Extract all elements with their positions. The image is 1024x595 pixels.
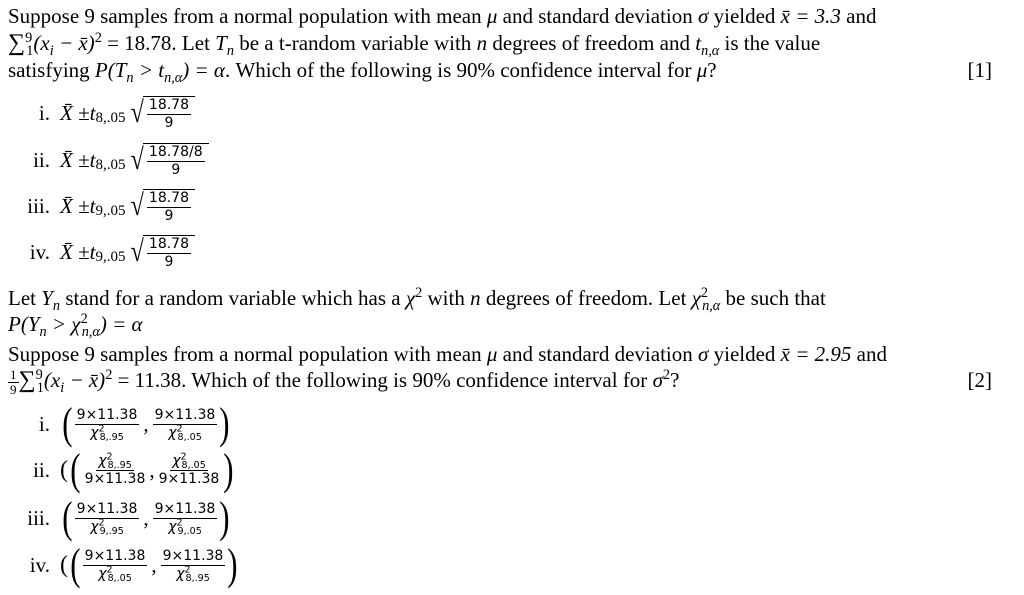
sqrt-symbol: √ $\frac{18.78}{9}$: [129, 235, 195, 270]
q1-marks: [1]: [967, 58, 992, 82]
q2-option-iv: iv. ( ( $\frac{9\times 11.38}{\chi^2_{8,.05}}$ , $\frac{9\times 11.38}{\chi^2_{8,.95}}$ ): [29, 540, 238, 589]
sqrt-symbol: √ $\frac{18.78/8}{9}$: [129, 143, 208, 178]
chi-definition-line-1: Let $Y_n$ stand for a random variable which has a $\chi^2$ with n degrees of freedom. Let $\chi^2_{n,\alpha}$ be such that: [8, 285, 826, 315]
q1-line-1: Suppose 9 samples from a normal population with mean μ and standard deviation σ yielded x̄ = 3.3 and: [8, 4, 877, 28]
q2-option-ii: ii. ( ( $\frac{\chi^2_{8,.95}}{9\times 11.38}$ , $\frac{\chi^2_{8,.05}}{9\times 11.38}$ ): [33, 445, 234, 494]
q2-line-2: $\frac{1}{9}$ $\sum^9_1(x_i$ − x̄)$^2$ = 11.38. Which of the following is 90% confidence interval for $\sigma^2$? [2]: [10, 366, 992, 397]
sqrt-symbol: √ $\frac{18.78}{9}$: [129, 96, 195, 131]
q1-option-i: i. X̄ ± t 8,.05 √ $\frac{18.78}{9}$: [12, 96, 195, 131]
q1-option-ii: ii. X̄ ± t 8,.05 √ $\frac{18.78/8}{9}$: [12, 143, 209, 178]
q2-option-i: i. ( $\frac{9\times 11.38}{\chi^2_{8,.95}}$ , $\frac{9\times 11.38}{\chi^2_{8,.05}}$ ): [38, 399, 230, 448]
q1-option-iii: iii. X̄ ± t 9,.05 √ $\frac{18.78}{9}$: [12, 189, 195, 224]
sqrt-symbol: √ $\frac{18.78}{9}$: [129, 189, 195, 224]
chi-definition-line-2: $P(Y_n > \chi^2_{n,\alpha}) = \alpha$: [8, 311, 143, 341]
q1-line-2: $\sum^9_1(x_i$ − x̄)$^2$ = 18.78. Let $T_n$ be a t-random variable with n degrees of freedom and $t_{n,\alpha}$ is the value: [8, 30, 821, 60]
q2-option-iii: iii. ( $\frac{9\times 11.38}{\chi^2_{9,.95}}$ , $\frac{9\times 11.38}{\chi^2_{9,.05}}$ ): [27, 493, 230, 542]
q2-marks: [2]: [967, 368, 992, 392]
q1-line-3: satisfying $P(T_n > t_{n,\alpha}) = \alpha$. Which of the following is 90% confidence interval for μ? [1]: [8, 58, 992, 87]
q1-option-iv: iv. X̄ ± t 9,.05 √ $\frac{18.78}{9}$: [12, 235, 195, 270]
q2-line-1: Suppose 9 samples from a normal population with mean μ and standard deviation σ yielded x̄ = 2.95 and: [8, 342, 887, 366]
